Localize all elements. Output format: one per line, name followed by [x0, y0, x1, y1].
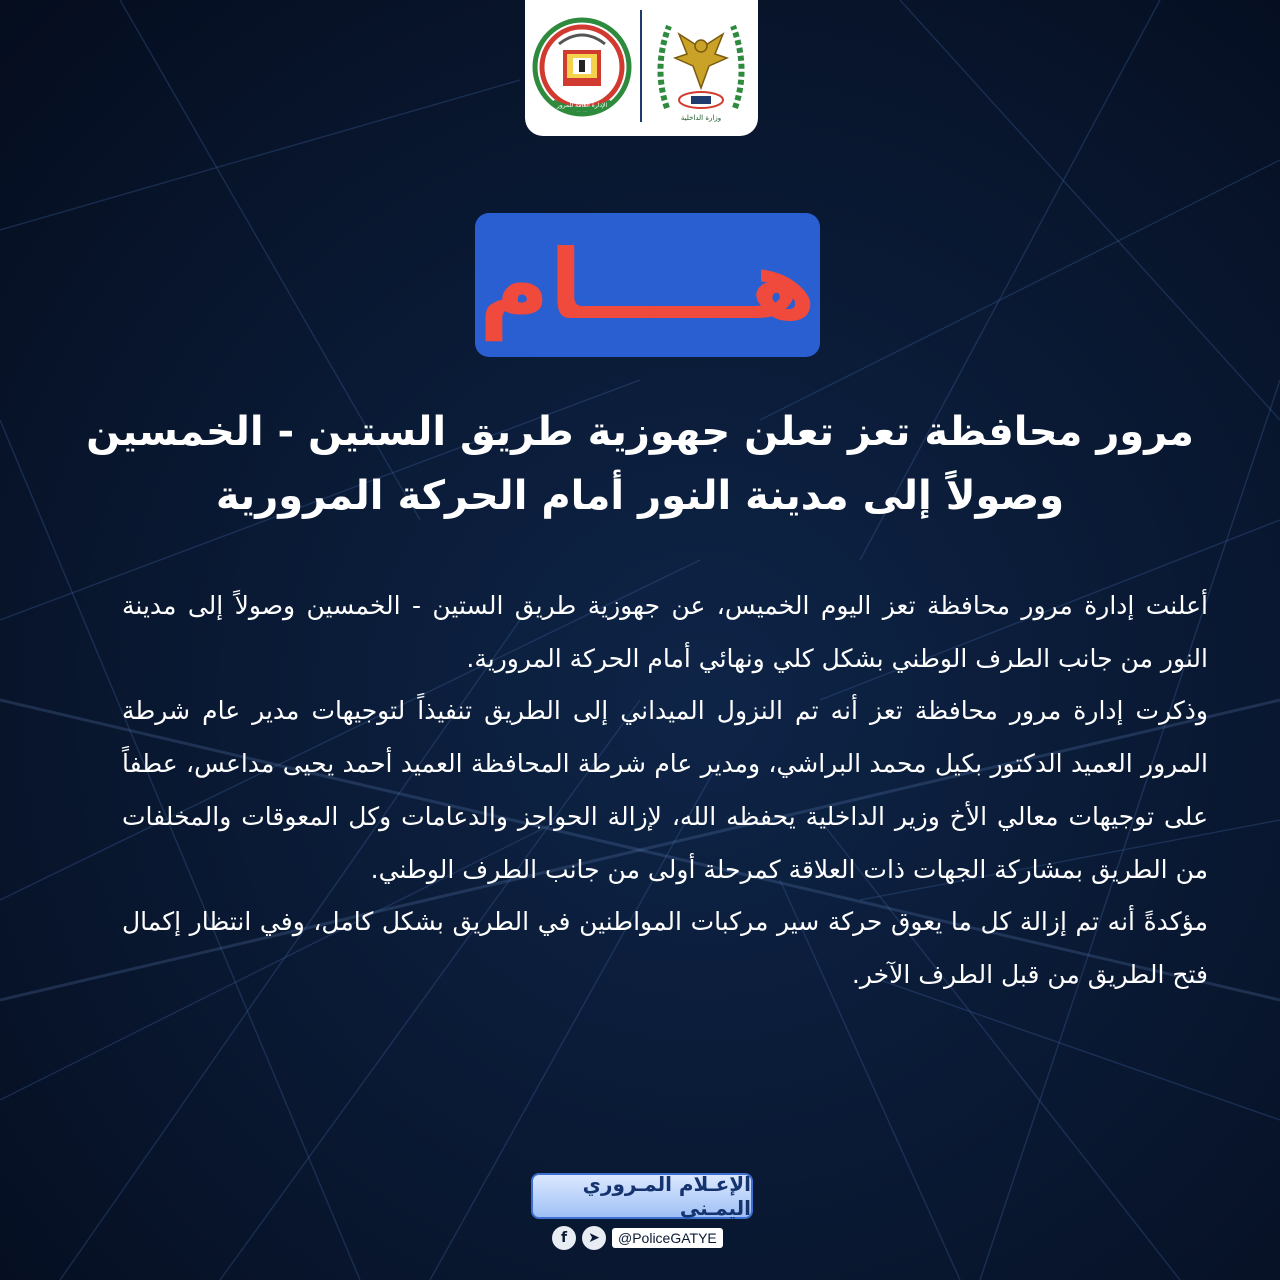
headline	[80, 400, 1200, 528]
headline-line-1: مرور محافظة تعز تعلن جهوزية طريق الستين - الخمسين	[86, 409, 1194, 455]
headline-line-2: وصولاً إلى مدينة النور أمام الحركة المرورية	[215, 473, 1065, 519]
facebook-icon[interactable]: f	[552, 1226, 576, 1250]
traffic-media-badge: الإعـلام المـروري اليمـني	[531, 1173, 753, 1219]
left-emblem-caption: الإدارة العامة للمرور	[556, 102, 608, 109]
paragraph-2: وذكرت إدارة مرور محافظة تعز أنه تم النزول الميداني إلى الطريق تنفيذاً لتوجيهات مدير عام شرطة المرور العميد الدكتور بكيل محمد البراشي، ومدير عام شرطة المحافظة العميد أحمد يحيى مداعس، عطفاً على توجيهات معالي الأخ وزير الداخلية يحفظه الله، لإزالة الحواجز والدعامات وكل المعوقات والمخلفات من الطريق بمشاركة الجهات ذات العلاقة كمرحلة أولى من جانب الطرف الوطني.	[122, 696, 1208, 884]
important-label: هـــــام	[478, 229, 817, 341]
telegram-icon[interactable]: ➤	[582, 1226, 606, 1250]
logo-card	[525, 0, 758, 136]
important-banner	[475, 213, 820, 357]
article-body	[122, 580, 1208, 1002]
right-emblem-caption: وزارة الداخلية	[680, 114, 722, 122]
traffic-administration-emblem	[529, 14, 635, 120]
logo-divider	[640, 10, 642, 122]
interior-eagle-emblem	[649, 8, 753, 126]
social-handle[interactable]: @PoliceGATYE	[612, 1228, 723, 1248]
paragraph-3: مؤكدةً أنه تم إزالة كل ما يعوق حركة سير مركبات المواطنين في الطريق بشكل كامل، وفي انتظار إكمال فتح الطريق من قبل الطرف الآخر.	[122, 907, 1208, 989]
paragraph-1: أعلنت إدارة مرور محافظة تعز اليوم الخميس، عن جهوزية طريق الستين - الخمسين وصولاً إلى مدينة النور من جانب الطرف الوطني بشكل كلي ونهائي أمام الحركة المرورية.	[122, 591, 1208, 673]
social-bar	[552, 1224, 723, 1252]
